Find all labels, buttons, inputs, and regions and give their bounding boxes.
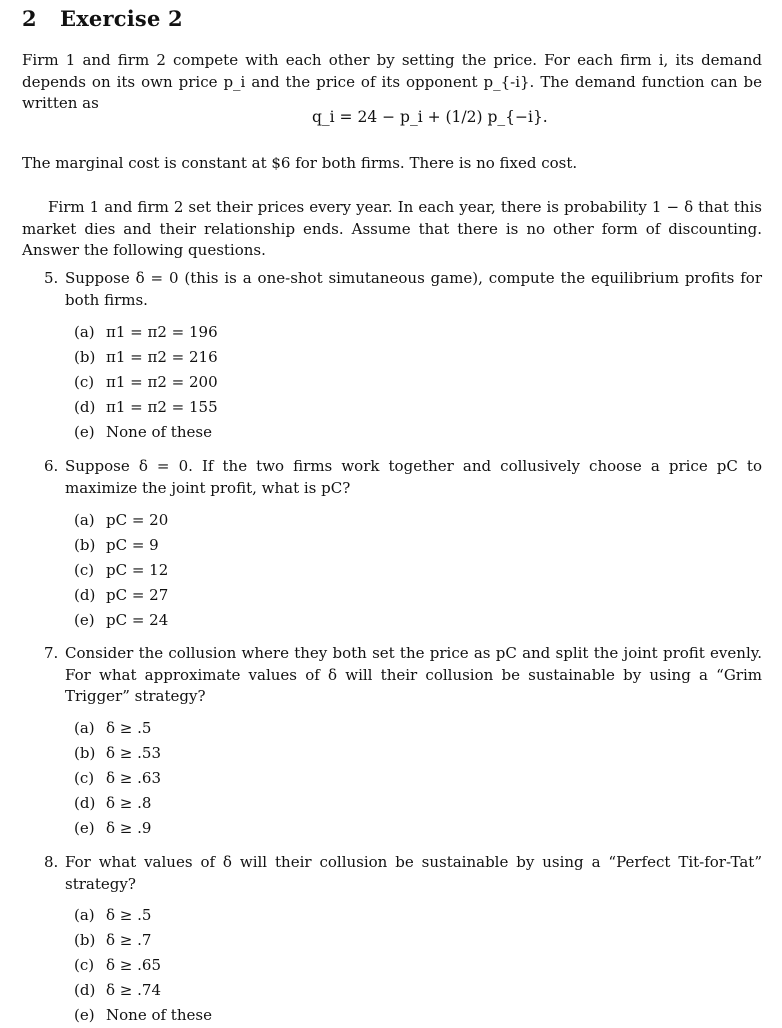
intro-paragraph-2: The marginal cost is constant at $6 for both firms. There is no fixed cost.	[22, 154, 578, 172]
question-number: 6.	[44, 457, 59, 475]
option: (d) pC = 27	[74, 586, 169, 604]
question-8-options	[74, 903, 212, 1028]
option: (c) δ ≥ .65	[74, 956, 161, 974]
intro-paragraph-3: Firm 1 and firm 2 set their prices every year. In each year, there is probability 1 − δ that this market dies and their relationship ends. Assume that there is no other form of discounting. Answer the following questions.	[22, 198, 762, 259]
option: (d) π1 = π2 = 155	[74, 398, 218, 416]
question-8	[22, 852, 762, 895]
section-heading	[22, 6, 183, 31]
question-text: Suppose δ = 0 (this is a one-shot simutaneous game), compute the equilibrium profits for both firms.	[65, 269, 762, 309]
question-6	[22, 456, 762, 499]
question-text: For what values of δ will their collusion be sustainable by using a “Perfect Tit-for-Tat” strategy?	[65, 853, 762, 893]
question-number: 8.	[44, 853, 59, 871]
option: (b) δ ≥ .53	[74, 744, 161, 762]
option: (e) None of these	[74, 423, 212, 441]
option: (d) δ ≥ .74	[74, 981, 161, 999]
option: (b) pC = 9	[74, 536, 159, 554]
question-6-options	[74, 508, 168, 633]
option: (e) δ ≥ .9	[74, 819, 152, 837]
section-number: 2	[22, 6, 37, 31]
question-text: Suppose δ = 0. If the two firms work together and collusively choose a price pC to maximize the joint profit, what is pC?	[65, 457, 762, 497]
option: (c) π1 = π2 = 200	[74, 373, 218, 391]
option: (b) π1 = π2 = 216	[74, 348, 218, 366]
intro-paragraph-1: Firm 1 and firm 2 compete with each other by setting the price. For each firm i, its demand depends on its own price p_i and the price of its opponent p_{-i}. The demand function can be written as	[22, 51, 762, 112]
option: (a) π1 = π2 = 196	[74, 323, 218, 341]
option: (a) δ ≥ .5	[74, 719, 152, 737]
question-number: 5.	[44, 269, 59, 287]
demand-formula: q_i = 24 − p_i + (1/2) p_{−i}.	[312, 108, 548, 126]
question-number: 7.	[44, 644, 59, 662]
option: (a) pC = 20	[74, 511, 169, 529]
option: (c) pC = 12	[74, 561, 169, 579]
question-7-options	[74, 716, 161, 841]
option: (c) δ ≥ .63	[74, 769, 161, 787]
option: (d) δ ≥ .8	[74, 794, 152, 812]
question-5	[22, 268, 762, 311]
question-text: Consider the collusion where they both set the price as pC and split the joint profit evenly. For what approximate values of δ will their collusion be sustainable by using a “Grim Trigger” strategy?	[65, 644, 762, 705]
option: (e) pC = 24	[74, 611, 169, 629]
section-title: Exercise 2	[60, 6, 183, 31]
question-7	[22, 643, 762, 708]
question-5-options	[74, 320, 218, 445]
option: (b) δ ≥ .7	[74, 931, 152, 949]
option: (a) δ ≥ .5	[74, 906, 152, 924]
option: (e) None of these	[74, 1006, 212, 1024]
